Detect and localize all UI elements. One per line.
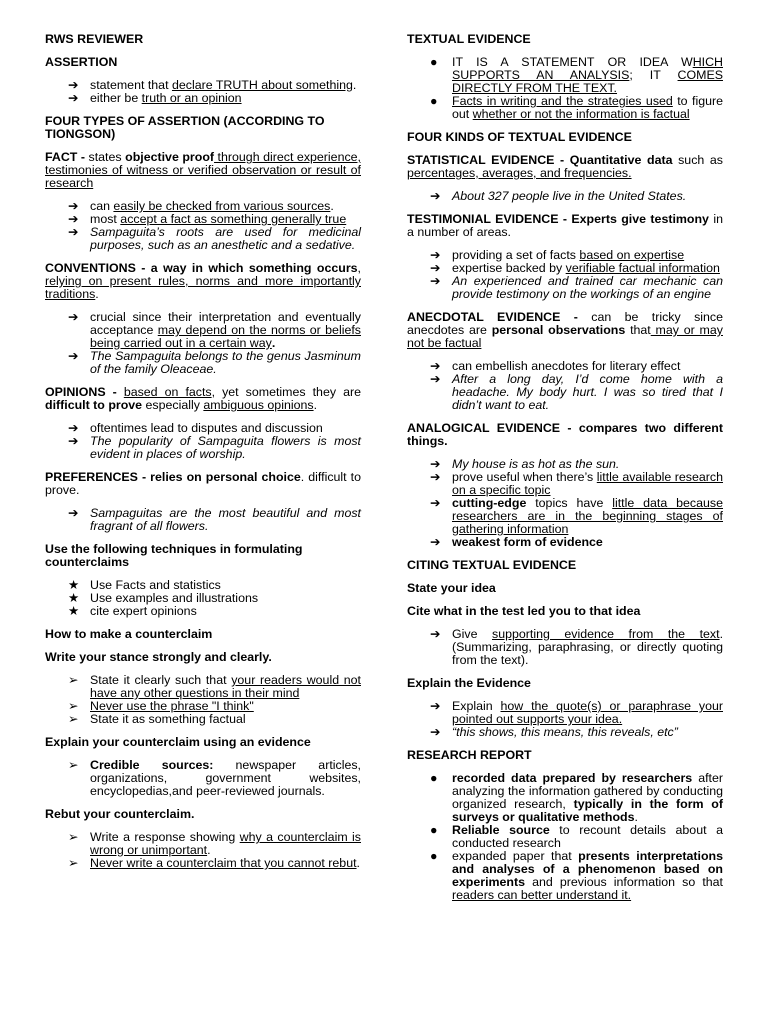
- text-run: CONVENTIONS - a way in which something occurs: [45, 261, 358, 275]
- heading-cite-what-in-the-test-led-you-to-that-id: Cite what in the test led you to that idea: [407, 604, 641, 618]
- text-run: .: [95, 287, 99, 301]
- list-item: [430, 471, 723, 497]
- text-run: Use Facts and statistics: [90, 578, 221, 592]
- list-item: [68, 713, 361, 726]
- text-run: OPINIONS -: [45, 385, 124, 399]
- list-item: [68, 831, 361, 857]
- bullet-list: [68, 759, 361, 798]
- text-run: After a long day, I’d come home with a headache. My body hurt. I was so tired that I didn’t want to eat.: [452, 372, 723, 412]
- text-run: .: [356, 856, 360, 870]
- arrow-bullet-icon: ➔: [430, 261, 441, 275]
- heading-four-types-of-assertion-according-to-tio: FOUR TYPES OF ASSERTION (ACCORDING TO TIONGSON): [45, 114, 325, 141]
- tri-bullet-icon: ➢: [68, 712, 79, 726]
- text-run: , yet sometimes they are: [211, 385, 361, 399]
- arrow-bullet-icon: ➔: [68, 225, 79, 239]
- text-run: TESTIMONIAL EVIDENCE - Experts give testimony: [407, 212, 709, 226]
- list-item: [430, 824, 723, 850]
- text-run: State it clearly such that: [90, 673, 232, 687]
- list-item: [68, 435, 361, 461]
- arrow-bullet-icon: ➔: [430, 189, 441, 203]
- arrow-bullet-icon: ➔: [430, 372, 441, 386]
- list-item: [68, 226, 361, 252]
- text-run: whether or not the information is factual: [472, 107, 690, 121]
- text-run: crucial since their interpretation and eventually acceptance: [90, 310, 361, 337]
- bullet-list: [68, 79, 361, 105]
- bullet-list: [68, 311, 361, 376]
- text-run: either be: [90, 91, 142, 105]
- heading-textual-evidence: TEXTUAL EVIDENCE: [407, 32, 531, 46]
- text-run: Give: [452, 627, 493, 641]
- text-run: Reliable source: [452, 823, 550, 837]
- dot-bullet-icon: ●: [430, 849, 438, 863]
- text-run: ; IT: [629, 68, 678, 82]
- arrow-bullet-icon: ➔: [430, 725, 441, 739]
- text-run: The Sampaguita belongs to the genus Jasminum of the family Oleaceae.: [90, 349, 361, 376]
- list-item: [68, 350, 361, 376]
- list-item: [430, 190, 723, 203]
- bullet-list: [68, 674, 361, 726]
- bullet-list: [430, 190, 723, 203]
- heading-citing-textual-evidence: CITING TEXTUAL EVIDENCE: [407, 558, 577, 572]
- paragraph: [45, 262, 361, 301]
- text-run: weakest form of evidence: [452, 535, 603, 549]
- text-run: expertise backed by: [452, 261, 566, 275]
- paragraph: [407, 154, 723, 180]
- heading-research-report: RESEARCH REPORT: [407, 748, 532, 762]
- text-run: .: [634, 810, 638, 824]
- right-column: [407, 33, 723, 912]
- text-run: to figure out: [452, 94, 723, 121]
- text-run: how the quote(s) or paraphrase your pointed out supports your idea.: [452, 699, 723, 726]
- list-item: [430, 95, 723, 121]
- bullet-list: [68, 831, 361, 870]
- text-run: Use examples and illustrations: [90, 591, 259, 605]
- bullet-list: [68, 579, 361, 618]
- tri-bullet-icon: ➢: [68, 856, 79, 870]
- paragraph: [407, 422, 723, 448]
- heading-explain-your-counterclaim-using-an-evide: Explain your counterclaim using an evidence: [45, 735, 311, 749]
- list-item: [68, 605, 361, 618]
- bullet-list: [430, 56, 723, 121]
- text-run: IT IS A STATEMENT OR IDEA W: [452, 55, 693, 69]
- list-item: [68, 507, 361, 533]
- arrow-bullet-icon: ➔: [430, 496, 441, 510]
- heading-rws-reviewer: RWS REVIEWER: [45, 32, 144, 46]
- arrow-bullet-icon: ➔: [430, 535, 441, 549]
- bullet-list: [68, 507, 361, 533]
- text-run: may or may not be factual: [407, 323, 723, 350]
- text-run: newspaper articles, organizations, government websites, encyclopedias,and peer-reviewed journals.: [90, 758, 361, 798]
- text-run: Write a response showing: [90, 830, 240, 844]
- text-run: The popularity of Sampaguita flowers is most evident in places of worship.: [90, 434, 361, 461]
- text-run: ANALOGICAL EVIDENCE - compares two different things.: [407, 421, 723, 448]
- text-run: .: [271, 336, 276, 350]
- text-run: after analyzing the information gathered by conducting organized research,: [452, 771, 723, 811]
- tri-bullet-icon: ➢: [68, 830, 79, 844]
- arrow-bullet-icon: ➔: [68, 199, 79, 213]
- text-run: declare TRUTH about something: [171, 78, 353, 92]
- text-run: STATISTICAL EVIDENCE - Quantitative data: [407, 153, 673, 167]
- text-run: verifiable factual information: [565, 261, 720, 275]
- left-column: [45, 33, 361, 880]
- text-run: through direct experience, testimonies of witness or verified observation or result of research: [45, 150, 361, 190]
- tri-bullet-icon: ➢: [68, 758, 79, 772]
- text-run: may depend on the norms or beliefs being carried out in a certain way: [90, 323, 361, 350]
- text-run: Credible sources:: [90, 758, 214, 772]
- text-run: typically in the form of surveys or qualitative methods: [452, 797, 723, 824]
- text-run: providing a set of facts: [452, 248, 580, 262]
- heading-assertion: ASSERTION: [45, 55, 118, 69]
- text-run: truth or an opinion: [141, 91, 242, 105]
- heading-write-your-stance-strongly-and-clearly: Write your stance strongly and clearly.: [45, 650, 272, 664]
- arrow-bullet-icon: ➔: [430, 457, 441, 471]
- text-run: why a counterclaim is wrong or unimportant: [90, 830, 361, 857]
- arrow-bullet-icon: ➔: [68, 310, 79, 324]
- list-item: [68, 674, 361, 700]
- text-run: that: [625, 323, 651, 337]
- arrow-bullet-icon: ➔: [430, 248, 441, 262]
- text-run: My house is as hot as the sun.: [452, 457, 620, 471]
- bullet-list: [430, 458, 723, 549]
- text-run: little data because researchers are in the beginning stages of gathering information: [452, 496, 723, 536]
- star-bullet-icon: ★: [68, 591, 80, 605]
- text-run: little available research on a specific topic: [452, 470, 723, 497]
- dot-bullet-icon: ●: [430, 94, 438, 108]
- heading-four-kinds-of-textual-evidence: FOUR KINDS OF TEXTUAL EVIDENCE: [407, 130, 632, 144]
- text-run: can embellish anecdotes for literary effect: [452, 359, 681, 373]
- paragraph: [407, 311, 723, 350]
- list-item: [430, 850, 723, 902]
- text-run: relying on present rules, norms and more importantly traditions: [45, 274, 361, 301]
- text-run: recorded data prepared by researchers: [452, 771, 693, 785]
- paragraph: [407, 213, 723, 239]
- text-run: especially: [142, 398, 204, 412]
- list-item: [430, 700, 723, 726]
- star-bullet-icon: ★: [68, 578, 80, 592]
- paragraph: [45, 471, 361, 497]
- bullet-list: [68, 200, 361, 252]
- heading-explain-the-evidence: Explain the Evidence: [407, 676, 531, 690]
- arrow-bullet-icon: ➔: [68, 212, 79, 226]
- list-item: [430, 536, 723, 549]
- tri-bullet-icon: ➢: [68, 673, 79, 687]
- heading-use-the-following-techniques-in-formulat: Use the following techniques in formulating counterclaims: [45, 542, 303, 569]
- text-run: PREFERENCES - relies on personal choice: [45, 470, 301, 484]
- text-run: ANECDOTAL EVIDENCE -: [407, 310, 592, 324]
- list-item: [430, 373, 723, 412]
- text-run: personal observations: [491, 323, 626, 337]
- text-run: most: [90, 212, 121, 226]
- text-run: expanded paper that: [452, 849, 579, 863]
- arrow-bullet-icon: ➔: [68, 349, 79, 363]
- text-run: states: [88, 150, 126, 164]
- star-bullet-icon: ★: [68, 604, 80, 618]
- bullet-list: [430, 360, 723, 412]
- text-run: difficult to prove: [45, 398, 143, 412]
- text-run: in a number of areas.: [407, 212, 723, 239]
- text-run: presents interpretations and analyses of a phenomenon based on experiments: [452, 849, 724, 889]
- text-run: Facts in writing and the strategies used: [452, 94, 673, 108]
- paragraph: [45, 151, 361, 190]
- heading-rebut-your-counterclaim: Rebut your counterclaim.: [45, 807, 195, 821]
- arrow-bullet-icon: ➔: [68, 78, 79, 92]
- text-run: “this shows, this means, this reveals, etc”: [452, 725, 678, 739]
- bullet-list: [430, 772, 723, 902]
- text-run: cutting-edge: [452, 496, 527, 510]
- text-run: Never use the phrase "I think": [90, 699, 254, 713]
- list-item: [430, 497, 723, 536]
- text-run: Explain: [452, 699, 501, 713]
- text-run: .: [330, 199, 334, 213]
- text-run: . (Summarizing, paraphrasing, or directly quoting from the text).: [452, 627, 724, 667]
- bullet-list: [430, 700, 723, 739]
- arrow-bullet-icon: ➔: [430, 699, 441, 713]
- arrow-bullet-icon: ➔: [68, 91, 79, 105]
- text-run: supporting evidence from the text: [492, 627, 720, 641]
- list-item: [430, 726, 723, 739]
- bullet-list: [68, 422, 361, 461]
- arrow-bullet-icon: ➔: [68, 434, 79, 448]
- paragraph: [45, 386, 361, 412]
- text-run: oftentimes lead to disputes and discussion: [90, 421, 323, 435]
- text-run: ,: [357, 261, 361, 275]
- text-run: based on facts: [123, 385, 212, 399]
- text-run: can: [90, 199, 114, 213]
- text-run: topics have: [526, 496, 613, 510]
- heading-state-your-idea: State your idea: [407, 581, 496, 595]
- text-run: About 327 people live in the United States.: [452, 189, 687, 203]
- text-run: and previous information so that: [525, 875, 723, 889]
- bullet-list: [430, 628, 723, 667]
- arrow-bullet-icon: ➔: [430, 274, 441, 288]
- list-item: [68, 311, 361, 350]
- tri-bullet-icon: ➢: [68, 699, 79, 713]
- text-run: easily be checked from various sources: [113, 199, 331, 213]
- arrow-bullet-icon: ➔: [68, 506, 79, 520]
- text-run: readers can better understand it.: [452, 888, 632, 902]
- text-run: percentages, averages, and frequencies.: [407, 166, 632, 180]
- list-item: [68, 92, 361, 105]
- arrow-bullet-icon: ➔: [430, 627, 441, 641]
- arrow-bullet-icon: ➔: [68, 421, 79, 435]
- heading-how-to-make-a-counterclaim: How to make a counterclaim: [45, 627, 213, 641]
- text-run: .: [207, 843, 211, 857]
- list-item: [430, 628, 723, 667]
- text-run: Never write a counterclaim that you cannot rebut: [90, 856, 357, 870]
- text-run: .: [313, 398, 318, 412]
- text-run: based on expertise: [579, 248, 685, 262]
- text-run: your readers would not have any other questions in their mind: [90, 673, 361, 700]
- text-run: .: [352, 78, 357, 92]
- text-run: such as: [672, 153, 723, 167]
- arrow-bullet-icon: ➔: [430, 470, 441, 484]
- text-run: HICH SUPPORTS AN ANALYSIS: [452, 55, 723, 82]
- list-item: [430, 275, 723, 301]
- text-run: State it as something factual: [90, 712, 246, 726]
- dot-bullet-icon: ●: [430, 55, 438, 69]
- list-item: [68, 857, 361, 870]
- list-item: [430, 772, 723, 824]
- text-run: to recount details about a conducted research: [452, 823, 724, 850]
- list-item: [68, 759, 361, 798]
- dot-bullet-icon: ●: [430, 823, 438, 837]
- text-run: objective proof: [125, 150, 215, 164]
- text-run: ambiguous opinions: [203, 398, 314, 412]
- bullet-list: [430, 249, 723, 301]
- text-run: statement that: [90, 78, 172, 92]
- text-run: COMES DIRECTLY FROM THE TEXT.: [452, 68, 723, 95]
- text-run: Sampaguitas are the most beautiful and most fragrant of all flowers.: [90, 506, 361, 533]
- text-run: accept a fact as something generally true: [120, 212, 347, 226]
- text-run: can be tricky since anecdotes are: [407, 310, 724, 337]
- text-run: FACT -: [45, 150, 89, 164]
- text-run: prove useful when there’s: [452, 470, 597, 484]
- text-run: . difficult to prove.: [45, 470, 361, 497]
- text-run: Sampaguita’s roots are used for medicinal purposes, such as an anesthetic and a sedative.: [90, 225, 361, 252]
- text-run: cite expert opinions: [90, 604, 197, 618]
- dot-bullet-icon: ●: [430, 771, 438, 785]
- list-item: [430, 56, 723, 95]
- text-run: An experienced and trained car mechanic can provide testimony on the workings of an engine: [452, 274, 723, 301]
- arrow-bullet-icon: ➔: [430, 359, 441, 373]
